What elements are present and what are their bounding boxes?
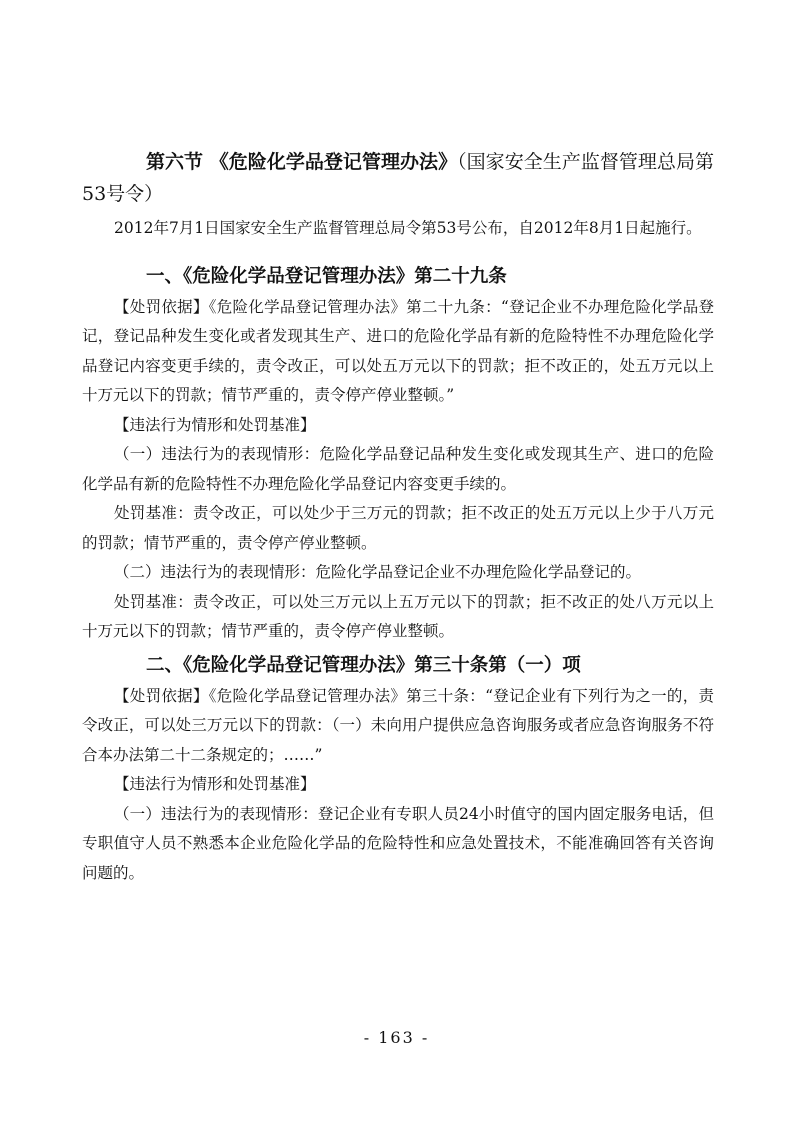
article-2-heading: 二、《危险化学品登记管理办法》第三十条第（一）项 bbox=[146, 654, 581, 676]
article-2-case-1: （一）违法行为的表现情形：登记企业有专职人员24小时值守的国内固定服务电话，但专职值守人员不熟悉本企业危险化学品的危险特性和应急处置技术，不能准确回答有关咨询问题的。 bbox=[82, 804, 714, 882]
article-1-case-2: （二）违法行为的表现情形：危险化学品登记企业不办理危险化学品登记的。 bbox=[114, 563, 642, 581]
section-title: 第六节 《危险化学品登记管理办法》 bbox=[146, 151, 458, 173]
article-2-basis: 【处罚依据】《危险化学品登记管理办法》第三十条：“登记企业有下列行为之一的，责令改正，可以处三万元以下的罚款：（一）未向用户提供应急咨询服务或者应急咨询服务不符合本办法第二十二条规定的；……” bbox=[82, 686, 714, 764]
article-1-standard-label: 【违法行为情形和处罚基准】 bbox=[114, 415, 316, 434]
article-1-penalty-1: 处罚基准：责令改正，可以处少于三万元的罚款；拒不改正的处五万元以上少于八万元的罚款；情节严重的，责令停产停业整顿。 bbox=[82, 504, 714, 552]
section-subtitle: （国家安全生产监督管理总局第53号令） bbox=[82, 151, 714, 205]
section-intro: 2012年7月1日国家安全生产监督管理总局令第53号公布，自2012年8月1日起施行。 bbox=[114, 219, 702, 237]
article-1-case-1: （一）违法行为的表现情形：危险化学品登记品种发生变化或发现其生产、进口的危险化学品有新的危险特性不办理危险化学品登记内容变更手续的。 bbox=[82, 445, 714, 493]
article-1-heading: 一、《危险化学品登记管理办法》第二十九条 bbox=[146, 265, 507, 287]
article-1-basis: 【处罚依据】《危险化学品登记管理办法》第二十九条：“登记企业不办理危险化学品登记，登记品种发生变化或者发现其生产、进口的危险化学品有新的危险特性不办理危险化学品登记内容变更手续的，责令改正，可以处五万元以下的罚款；拒不改正的，处五万元以上十万元以下的罚款；情节严重的，责令停产停业整顿。” bbox=[82, 297, 714, 404]
page-content bbox=[82, 146, 714, 888]
section-heading bbox=[82, 146, 714, 210]
article-2-standard-label: 【违法行为情形和处罚基准】 bbox=[114, 775, 316, 793]
article-1-penalty-2: 处罚基准：责令改正，可以处三万元以上五万元以下的罚款；拒不改正的处八万元以上十万元以下的罚款；情节严重的，责令停产停业整顿。 bbox=[82, 592, 714, 640]
page-number: - 163 - bbox=[363, 1028, 430, 1047]
